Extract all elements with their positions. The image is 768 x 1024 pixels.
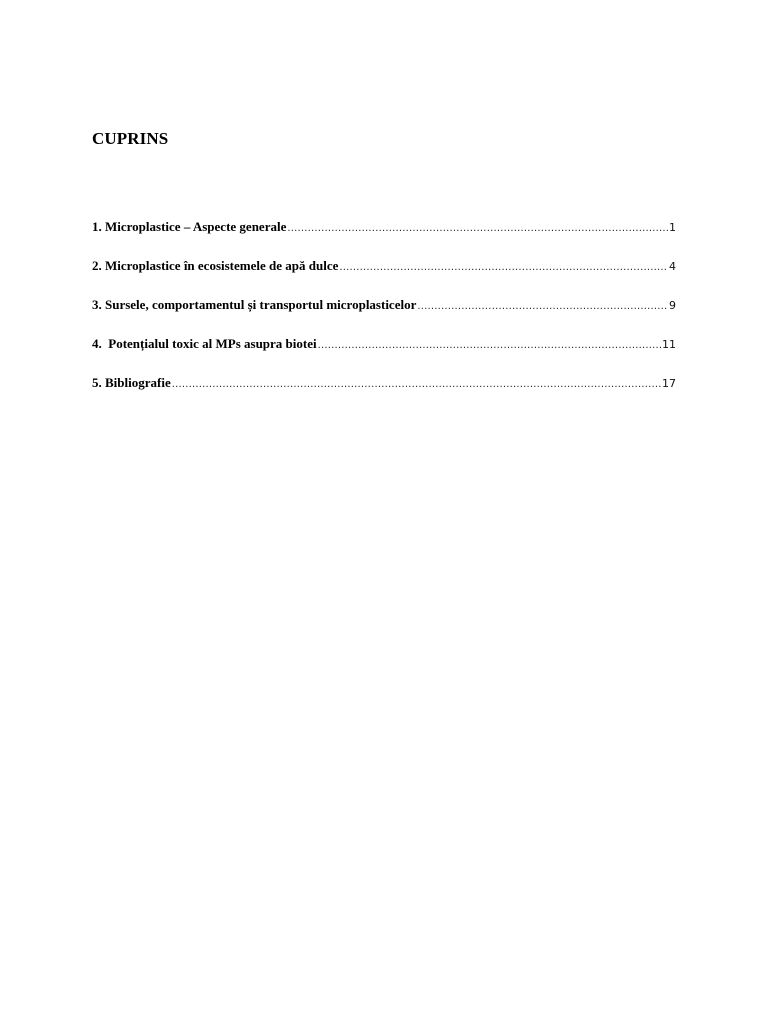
table-of-contents xyxy=(92,218,676,413)
toc-entry-label: 3. Sursele, comportamentul și transportul microplasticelor xyxy=(92,297,417,312)
toc-entry-label: 2. Microplastice în ecosistemele de apă dulce xyxy=(92,258,339,273)
dot-leader xyxy=(339,259,668,277)
toc-entry-4[interactable] xyxy=(92,335,676,374)
toc-entry-1[interactable] xyxy=(92,218,676,257)
toc-page-number: 17 xyxy=(662,377,676,390)
toc-entry-label: 1. Microplastice – Aspecte generale xyxy=(92,219,287,234)
toc-page-number: 9 xyxy=(669,299,676,312)
toc-entry-2[interactable] xyxy=(92,257,676,296)
toc-entry-3[interactable] xyxy=(92,296,676,335)
page-title: CUPRINS xyxy=(92,129,169,148)
dot-leader xyxy=(318,337,661,355)
toc-entry-5[interactable] xyxy=(92,374,676,413)
toc-page-number: 11 xyxy=(662,338,676,351)
toc-page-number: 1 xyxy=(669,221,676,234)
toc-entry-label: 4. Potențialul toxic al MPs asupra biotei xyxy=(92,336,317,351)
dot-leader xyxy=(417,298,668,316)
toc-entry-label: 5. Bibliografie xyxy=(92,375,171,390)
dot-leader xyxy=(172,376,661,394)
dot-leader xyxy=(287,220,668,238)
toc-page-number: 4 xyxy=(669,260,676,273)
